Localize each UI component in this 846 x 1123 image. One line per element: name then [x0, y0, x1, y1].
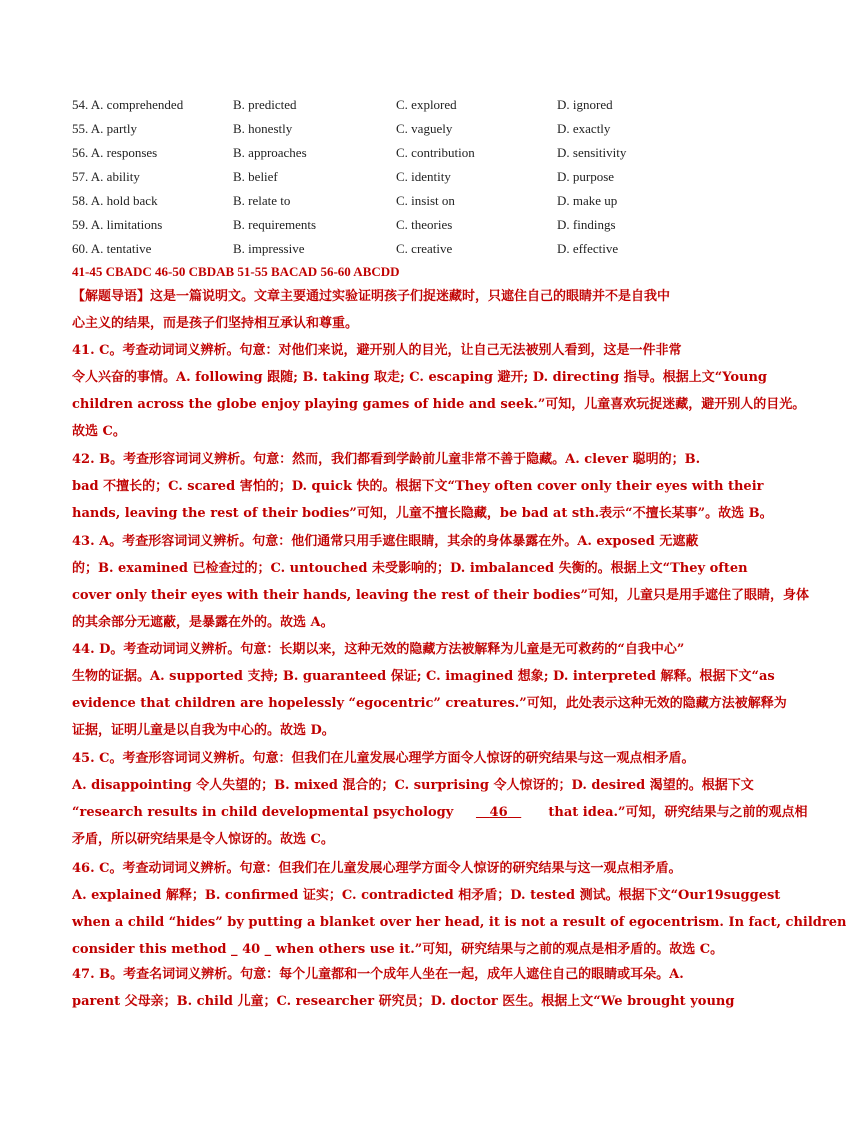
explanation-45: [72, 745, 808, 853]
option-a: 60. A. tentative: [72, 241, 152, 256]
text-line: 令人兴奋的事情。A. following 跟随; B. taking 取走; C. escaping 避开; D. directing 指导。根据上文“Young: [72, 370, 768, 385]
text-line: children across the globe enjoy playing games of hide and seek.”可知，儿童喜欢玩捉迷藏，避开别人的目光。: [72, 397, 806, 412]
quote-text: “research results in child developmental psychology: [72, 805, 454, 820]
option-a: 59. A. limitations: [72, 217, 163, 232]
option-b: B. approaches: [233, 145, 307, 160]
text-line: 42. B。考查形容词词义辨析。句意：然而，我们都看到学龄前儿童非常不善于隐藏。A. clever 聪明的；B.: [72, 452, 701, 467]
option-c: C. creative: [396, 241, 453, 256]
option-row: [72, 237, 732, 261]
text-line: 的其余部分无遮蔽，是暴露在外的。故选 A。: [72, 615, 334, 630]
explanation-43: [72, 528, 809, 636]
text-line: bad 不擅长的；C. scared 害怕的；D. quick 快的。根据下文“They often cover only their eyes with their: [72, 479, 764, 494]
quote-tail: that idea.”可知，研究结果与之前的观点相: [548, 805, 808, 820]
text-line: 44. D。考查动词词义辨析。句意：长期以来，这种无效的隐藏方法被解释为儿童是无可救药的“自我中心”: [72, 642, 685, 657]
option-row: [72, 189, 732, 213]
options-table: [72, 93, 732, 261]
explanation-44: [72, 636, 787, 744]
explanation-46: [72, 855, 846, 963]
option-c: C. contribution: [396, 145, 475, 160]
explanation-41: [72, 337, 806, 445]
text-line: 心主义的结果，而是孩子们坚持相互承认和尊重。: [72, 316, 359, 331]
text-line: consider this method _ 40 _ when others use it.”可知，研究结果与之前的观点是相矛盾的。故选 C。: [72, 942, 724, 957]
option-row: [72, 93, 732, 117]
text-line: 45. C。考查形容词词义辨析。句意：但我们在儿童发展心理学方面令人惊讶的研究结果与这一观点相矛盾。: [72, 751, 695, 766]
text-line: 故选 C。: [72, 424, 126, 439]
text-line: 矛盾，所以研究结果是令人惊讶的。故选 C。: [72, 832, 334, 847]
option-c: C. identity: [396, 169, 451, 184]
option-row: [72, 117, 732, 141]
option-d: D. exactly: [557, 121, 611, 136]
text-line: A. explained 解释；B. confirmed 证实；C. contradicted 相矛盾；D. tested 测试。根据下文“Our19suggest: [72, 888, 781, 903]
option-a: 56. A. responses: [72, 145, 158, 160]
text-line: 43. A。考查形容词词义辨析。句意：他们通常只用手遮住眼睛，其余的身体暴露在外。A. exposed 无遮蔽: [72, 534, 699, 549]
option-d: D. findings: [557, 217, 616, 232]
option-b: B. requirements: [233, 217, 317, 232]
explanation-47: [72, 961, 735, 1015]
option-d: D. purpose: [557, 169, 615, 184]
option-b: B. relate to: [233, 193, 291, 208]
option-row: [72, 165, 732, 189]
option-b: B. predicted: [233, 97, 297, 112]
option-a: 57. A. ability: [72, 169, 140, 184]
option-a: 58. A. hold back: [72, 193, 158, 208]
text-line: 47. B。考查名词词义辨析。句意：每个儿童都和一个成年人坐在一起，成年人遮住自己的眼睛或耳朵。A.: [72, 967, 684, 982]
text-line: hands, leaving the rest of their bodies”可知，儿童不擅长隐藏，be bad at sth.表示“不擅长某事”。故选 B。: [72, 506, 773, 521]
option-c: C. vaguely: [396, 121, 453, 136]
option-d: D. make up: [557, 193, 618, 208]
blank-46: [476, 805, 521, 820]
text-line: [72, 799, 808, 826]
text-line: 【解题导语】这是一篇说明文。文章主要通过实验证明孩子们捉迷藏时，只遮住自己的眼睛并不是自我中: [72, 289, 671, 304]
text-line: 证据，证明儿童是以自我为中心的。故选 D。: [72, 723, 335, 738]
text-line: 46. C。考查动词词义辨析。句意：但我们在儿童发展心理学方面令人惊讶的研究结果与这一观点相矛盾。: [72, 861, 682, 876]
text-line: cover only their eyes with their hands, leaving the rest of their bodies”可知，儿童只是用手遮住了眼睛，身体: [72, 588, 809, 603]
option-b: B. honestly: [233, 121, 293, 136]
option-d: D. effective: [557, 241, 619, 256]
text-line: evidence that children are hopelessly “egocentric” creatures.”可知，此处表示这种无效的隐藏方法被解释为: [72, 696, 787, 711]
option-row: [72, 141, 732, 165]
option-d: D. ignored: [557, 97, 613, 112]
text-line: 生物的证据。A. supported 支持; B. guaranteed 保证; C. imagined 想象; D. interpreted 解释。根据下文“as: [72, 669, 775, 684]
option-b: B. impressive: [233, 241, 305, 256]
option-row: [72, 213, 732, 237]
text-line: 的；B. examined 已检查过的；C. untouched 未受影响的；D. imbalanced 失衡的。根据上文“They often: [72, 561, 748, 576]
text-line: A. disappointing 令人失望的；B. mixed 混合的；C. surprising 令人惊讶的；D. desired 渴望的。根据下文: [72, 778, 754, 793]
blank-number: 46: [489, 805, 508, 820]
option-b: B. belief: [233, 169, 278, 184]
option-c: C. insist on: [396, 193, 455, 208]
option-d: D. sensitivity: [557, 145, 627, 160]
guide-paragraph: [72, 283, 724, 337]
text-line: parent 父母亲；B. child 儿童；C. researcher 研究员；D. doctor 医生。根据上文“We brought young: [72, 994, 735, 1009]
text-line: 41. C。考查动词词义辨析。句意：对他们来说，避开别人的目光，让自己无法被别人看到，这是一件非常: [72, 343, 682, 358]
option-a: 55. A. partly: [72, 121, 137, 136]
option-c: C. theories: [396, 217, 453, 232]
explanation-42: [72, 446, 773, 527]
option-a: 54. A. comprehended: [72, 97, 184, 112]
answer-key: 41-45 CBADC 46-50 CBDAB 51-55 BACAD 56-60 ABCDD: [72, 264, 400, 279]
option-c: C. explored: [396, 97, 457, 112]
text-line: when a child “hides” by putting a blanket over her head, it is not a result of egocentrism. In fact, children: [72, 915, 846, 930]
